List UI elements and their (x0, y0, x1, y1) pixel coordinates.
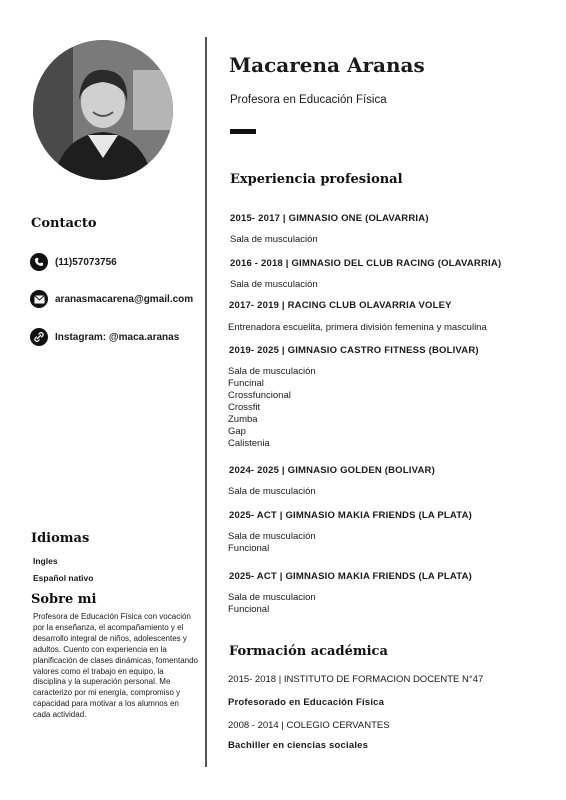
job-detail: Sala de musculación (228, 531, 316, 542)
person-name: Macarena Aranas (229, 53, 425, 77)
job-title: 2025- ACT | GIMNASIO MAKIA FRIENDS (LA PLATA) (229, 571, 473, 582)
job-detail: Sala de musculación (228, 366, 316, 377)
link-icon (30, 328, 48, 346)
contact-heading: Contacto (31, 216, 97, 231)
phone-number: (11)57073756 (55, 257, 117, 268)
language-item: Ingles (33, 556, 58, 566)
job-detail: Calistenia (228, 438, 270, 449)
column-divider (205, 37, 207, 767)
about-text: Profesora de Educación Física con vocación por la enseñanza, el acompañamiento y el desarrollo integral de niños, adolescentes y adultos. Cuento con experiencia en la planificación de clases dinámicas, fomentando valores como el trabajo en equipo, la disciplina y la superación personal. Me caracterizo por mi energía, compromiso y capacidad para motivar a los alumnos en cada actividad. (33, 612, 198, 720)
job-detail: Crossfit (228, 402, 261, 413)
job-detail: Gap (228, 426, 246, 437)
education-line: 2008 - 2014 | COLEGIO CERVANTES (228, 720, 390, 731)
job-title: 2025- ACT | GIMNASIO MAKIA FRIENDS (LA PLATA) (229, 510, 473, 521)
education-degree: Profesorado en Educación Física (228, 697, 385, 708)
about-heading: Sobre mi (31, 592, 97, 607)
job-title: 2016 - 2018 | GIMNASIO DEL CLUB RACING (OLAVARRIA) (230, 258, 502, 269)
language-item: Español nativo (33, 573, 94, 583)
person-title: Profesora en Educación Física (230, 94, 387, 106)
job-detail: Funcional (228, 604, 270, 615)
job-title: 2019- 2025 | GIMNASIO CASTRO FITNESS (BOLIVAR) (229, 345, 479, 356)
job-detail: Entrenadora escuelita, primera división femenina y masculina (228, 322, 487, 333)
job-detail: Funcional (228, 543, 270, 554)
job-detail: Sala de musculacion (228, 592, 316, 603)
job-detail: Crossfuncional (228, 390, 291, 401)
job-detail: Sala de musculación (230, 279, 318, 290)
job-title: 2024- 2025 | GIMNASIO GOLDEN (BOLIVAR) (229, 465, 435, 476)
profile-photo (33, 40, 173, 180)
languages-heading: Idiomas (31, 531, 90, 546)
education-heading: Formación académica (229, 644, 388, 659)
email-address: aranasmacarena@gmail.com (55, 294, 194, 305)
accent-bar (230, 129, 256, 134)
instagram-handle: Instagram: @maca.aranas (55, 332, 180, 343)
job-title: 2015- 2017 | GIMNASIO ONE (OLAVARRIA) (230, 213, 429, 224)
job-detail: Sala de musculación (228, 486, 316, 497)
education-degree: Bachiller en ciencias sociales (228, 740, 369, 751)
job-detail: Zumba (228, 414, 258, 425)
job-title: 2017- 2019 | RACING CLUB OLAVARRIA VOLEY (229, 300, 452, 311)
education-line: 2015- 2018 | INSTITUTO DE FORMACION DOCENTE N°47 (228, 674, 484, 685)
job-detail: Sala de musculación (230, 234, 318, 245)
envelope-icon (30, 290, 48, 308)
phone-icon (30, 253, 48, 271)
job-detail: Funcinal (228, 378, 264, 389)
experience-heading: Experiencia profesional (230, 172, 403, 187)
